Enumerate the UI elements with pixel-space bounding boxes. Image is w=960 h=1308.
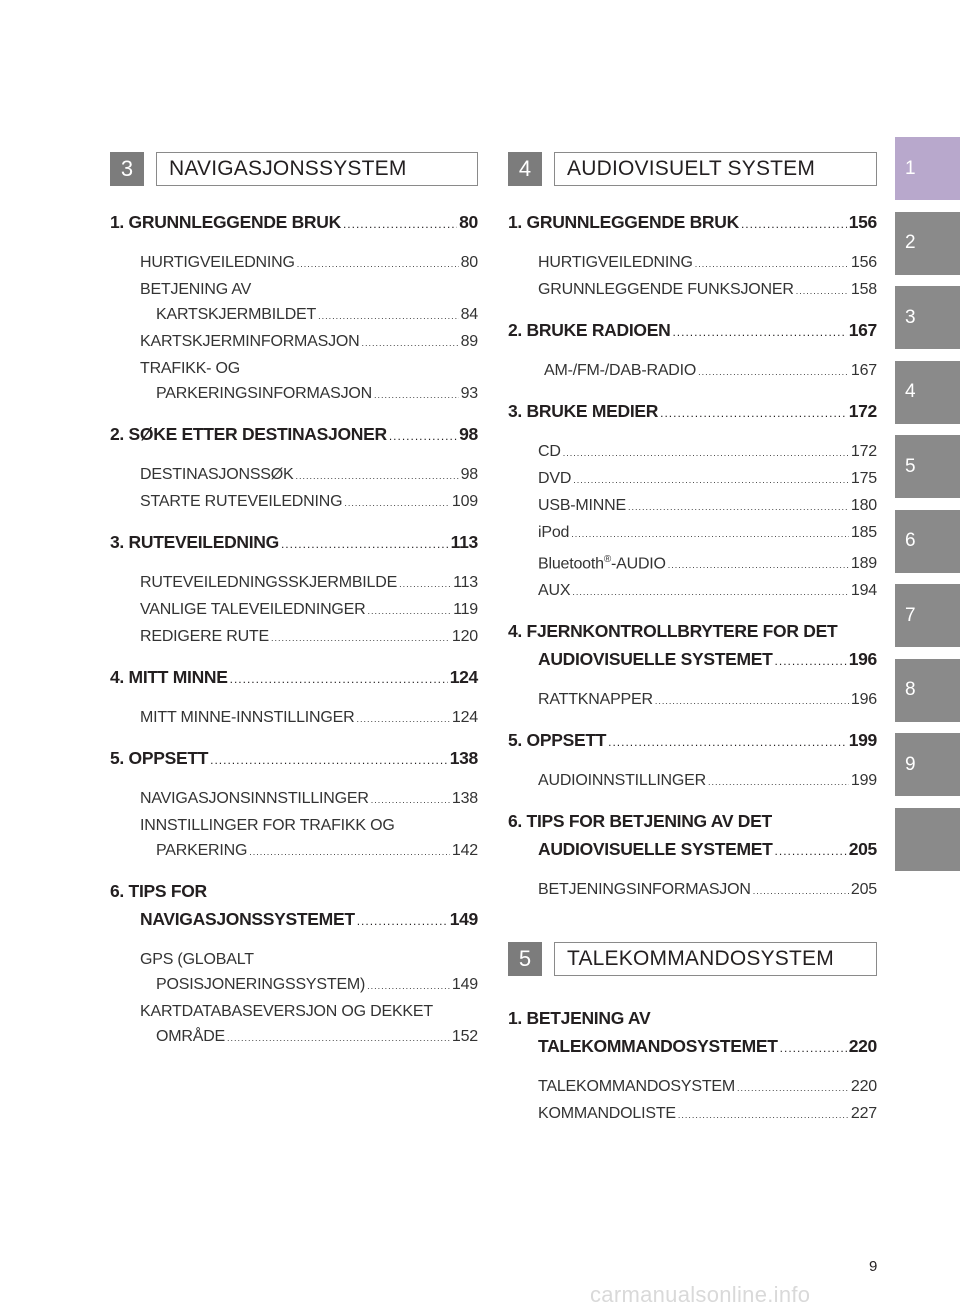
toc-chapter-entry[interactable]: 5. OPPSETT ..... 199 — [508, 726, 877, 756]
toc-entry[interactable]: AUDIOINNSTILLINGER ..... 199 — [538, 768, 877, 795]
toc-entry[interactable]: OMRÅDE ..... 152 — [156, 1024, 478, 1051]
toc-entry[interactable]: AUX ..... 194 — [538, 578, 877, 605]
toc-entry-line: KARTDATABASEVERSJON OG DEKKET — [140, 1003, 433, 1020]
toc-entry[interactable]: KOMMANDOLISTE ..... 227 — [538, 1101, 877, 1128]
toc-chapter-entry[interactable]: 2. SØKE ETTER DESTINASJONER ..... 98 — [110, 420, 478, 450]
chapter-tab-8[interactable]: 8 — [895, 659, 960, 722]
chapter-tabs — [895, 137, 960, 882]
chapter-tab-5[interactable]: 5 — [895, 435, 960, 498]
toc-column-navigation — [110, 152, 478, 1051]
toc-chapter-line: 6. TIPS FOR BETJENING AV DET — [508, 811, 772, 832]
toc-column-audio — [508, 152, 877, 1128]
chapter-tab-7[interactable]: 7 — [895, 584, 960, 647]
page-number: 9 — [869, 1258, 878, 1275]
watermark: carmanualsonline.info — [590, 1282, 811, 1307]
toc-entry[interactable]: DVD ..... 175 — [538, 466, 877, 493]
toc-chapter-entry[interactable]: 1. GRUNNLEGGENDE BRUK ..... 156 — [508, 208, 877, 238]
toc-entry[interactable]: RUTEVEILEDNINGSSKJERMBILDE ..... 113 — [140, 570, 478, 597]
chapter-tab-1[interactable]: 1 — [895, 137, 960, 200]
toc-chapter-entry[interactable]: AUDIOVISUELLE SYSTEMET ..... 196 — [538, 645, 877, 675]
section-header-3 — [110, 152, 478, 186]
section-header-4 — [508, 152, 877, 186]
toc-entry-line: INNSTILLINGER FOR TRAFIKK OG — [140, 817, 395, 834]
toc-entry[interactable]: BETJENINGSINFORMASJON ..... 205 — [538, 877, 877, 904]
toc-entry[interactable]: TALEKOMMANDOSYSTEM ..... 220 — [538, 1074, 877, 1101]
chapter-tab-index[interactable] — [895, 808, 960, 871]
section-number-badge: 5 — [508, 942, 542, 976]
toc-entry[interactable]: REDIGERE RUTE ..... 120 — [140, 624, 478, 651]
toc-entry[interactable]: KARTSKJERMBILDET ..... 84 — [156, 302, 478, 329]
toc-entry[interactable]: PARKERING ..... 142 — [156, 838, 478, 865]
toc-entry[interactable]: AM-/FM-/DAB-RADIO ..... 167 — [544, 358, 877, 385]
section-number-badge: 4 — [508, 152, 542, 186]
toc-entry[interactable]: POSISJONERINGSSYSTEM) ..... 149 — [156, 972, 478, 999]
toc-entry-line: BETJENING AV — [140, 281, 252, 298]
toc-entry[interactable]: USB-MINNE ..... 180 — [538, 493, 877, 520]
toc-entry[interactable]: MITT MINNE-INNSTILLINGER ..... 124 — [140, 705, 478, 732]
toc-chapter-entry[interactable]: 1. GRUNNLEGGENDE BRUK ..... 80 — [110, 208, 478, 238]
section-title: TALEKOMMANDOSYSTEM — [554, 942, 877, 976]
chapter-tab-9[interactable]: 9 — [895, 733, 960, 796]
registered-mark: ® — [603, 554, 611, 565]
toc-chapter-entry[interactable]: AUDIOVISUELLE SYSTEMET ..... 205 — [538, 835, 877, 865]
section-number-badge: 3 — [110, 152, 144, 186]
toc-chapter-entry[interactable]: 4. MITT MINNE ..... 124 — [110, 663, 478, 693]
toc-entry[interactable]: RATTKNAPPER ..... 196 — [538, 687, 877, 714]
toc-chapter-line: 1. BETJENING AV — [508, 1008, 651, 1029]
toc-chapter-entry[interactable]: 2. BRUKE RADIOEN ..... 167 — [508, 316, 877, 346]
section-header-5 — [508, 942, 877, 976]
toc-entry[interactable]: HURTIGVEILEDNING ..... 80 — [140, 250, 478, 277]
chapter-tab-3[interactable]: 3 — [895, 286, 960, 349]
chapter-tab-4[interactable]: 4 — [895, 361, 960, 424]
toc-entry[interactable]: CD ..... 172 — [538, 439, 877, 466]
toc-chapter-entry[interactable]: 3. RUTEVEILEDNING ..... 113 — [110, 528, 478, 558]
toc-entry[interactable]: DESTINASJONSSØK ..... 98 — [140, 462, 478, 489]
toc-entry[interactable]: VANLIGE TALEVEILEDNINGER ..... 119 — [140, 597, 478, 624]
toc-entry[interactable]: KARTSKJERMINFORMASJON ..... 89 — [140, 329, 478, 356]
toc-chapter-entry[interactable]: 5. OPPSETT ..... 138 — [110, 744, 478, 774]
toc-entry[interactable]: HURTIGVEILEDNING ..... 156 — [538, 250, 877, 277]
toc-chapter-entry[interactable]: NAVIGASJONSSYSTEMET ..... 149 — [140, 905, 478, 935]
section-title: NAVIGASJONSSYSTEM — [156, 152, 478, 186]
toc-chapter-line: 6. TIPS FOR — [110, 881, 207, 901]
toc-chapter-entry[interactable]: TALEKOMMANDOSYSTEMET ..... 220 — [538, 1032, 877, 1062]
chapter-tab-2[interactable]: 2 — [895, 212, 960, 275]
section-title: AUDIOVISUELT SYSTEM — [554, 152, 877, 186]
toc-entry[interactable]: iPod ..... 185 — [538, 520, 877, 547]
toc-entry-line: TRAFIKK- OG — [140, 360, 241, 377]
chapter-tab-6[interactable]: 6 — [895, 510, 960, 573]
toc-entry-line: GPS (GLOBALT — [140, 951, 254, 968]
toc-entry[interactable]: STARTE RUTEVEILEDNING ..... 109 — [140, 489, 478, 516]
toc-entry[interactable]: PARKERINGSINFORMASJON ..... 93 — [156, 381, 478, 408]
toc-chapter-entry[interactable]: 3. BRUKE MEDIER ..... 172 — [508, 397, 877, 427]
toc-chapter-line: 4. FJERNKONTROLLBRYTERE FOR DET — [508, 621, 838, 642]
toc-entry[interactable]: GRUNNLEGGENDE FUNKSJONER ..... 158 — [538, 277, 877, 304]
toc-entry[interactable]: NAVIGASJONSINNSTILLINGER ..... 138 — [140, 786, 478, 813]
toc-entry[interactable]: Bluetooth®-AUDIO ..... 189 — [538, 547, 877, 578]
